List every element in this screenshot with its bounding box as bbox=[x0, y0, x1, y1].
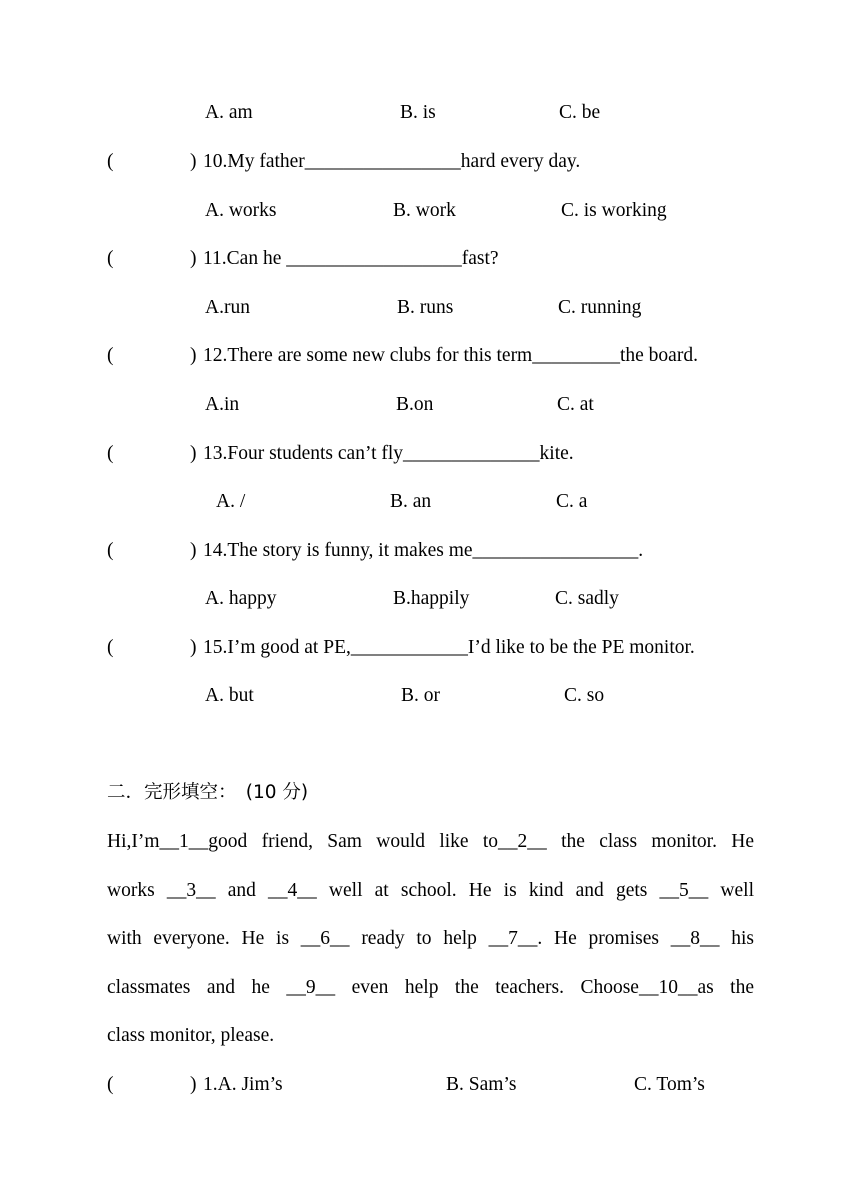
q11-stem: 11.Can he __________________fast? bbox=[203, 248, 499, 269]
passage-line: classmates and he __9__ even help the teachers. Choose__10__as the bbox=[107, 976, 754, 998]
q9-option-c: C. be bbox=[559, 102, 601, 123]
q10-option-a: A. works bbox=[205, 200, 277, 221]
q13-close-paren: ) bbox=[190, 443, 197, 464]
q14-option-a: A. happy bbox=[205, 588, 277, 609]
cloze-q1-option-b: B. Sam’s bbox=[446, 1074, 517, 1095]
q12-open-paren: ( bbox=[107, 345, 114, 366]
q11-close-paren: ) bbox=[190, 248, 197, 269]
q15-option-c: C. so bbox=[564, 685, 605, 706]
q11-option-a: A.run bbox=[205, 297, 250, 318]
q14-option-c: C. sadly bbox=[555, 588, 619, 609]
q13-option-b: B. an bbox=[390, 491, 432, 512]
q15-close-paren: ) bbox=[190, 637, 197, 658]
cloze-q1-open-paren: ( bbox=[107, 1074, 114, 1095]
q14-open-paren: ( bbox=[107, 540, 114, 561]
q12-option-c: C. at bbox=[557, 394, 594, 415]
q13-option-c: C. a bbox=[556, 491, 588, 512]
q12-stem: 12.There are some new clubs for this term_________the board. bbox=[203, 345, 698, 366]
passage-line: Hi,I’m__1__good friend, Sam would like to__2__ the class monitor. He bbox=[107, 831, 754, 852]
q12-option-a: A.in bbox=[205, 394, 240, 415]
q15-open-paren: ( bbox=[107, 637, 114, 658]
q11-option-b: B. runs bbox=[397, 297, 454, 318]
cloze-q1-option-c: C. Tom’s bbox=[634, 1074, 705, 1095]
q10-option-c: C. is working bbox=[561, 200, 667, 221]
q11-open-paren: ( bbox=[107, 248, 114, 269]
q10-stem: 10.My father________________hard every day. bbox=[203, 151, 581, 172]
section-heading: 二．完形填空： (10 分) bbox=[107, 782, 309, 803]
passage-line: with everyone. He is __6__ ready to help __7__. He promises __8__ his bbox=[107, 928, 754, 950]
q14-option-b: B.happily bbox=[393, 588, 470, 609]
q13-open-paren: ( bbox=[107, 443, 114, 464]
cloze-q1-stem: 1.A. Jim’s bbox=[203, 1074, 283, 1095]
q12-close-paren: ) bbox=[190, 345, 197, 366]
q13-option-a: A. / bbox=[216, 491, 246, 512]
passage-line: works __3__ and __4__ well at school. He is kind and gets __5__ well bbox=[107, 879, 754, 901]
q11-option-c: C. running bbox=[558, 297, 642, 318]
cloze-q1-close-paren: ) bbox=[190, 1074, 197, 1095]
q15-option-a: A. but bbox=[205, 685, 254, 706]
q9-option-a: A. am bbox=[205, 102, 253, 123]
q13-stem: 13.Four students can’t fly______________kite. bbox=[203, 443, 574, 464]
q15-stem: 15.I’m good at PE,____________I’d like to be the PE monitor. bbox=[203, 637, 695, 658]
q10-close-paren: ) bbox=[190, 151, 197, 172]
passage-line: class monitor, please. bbox=[107, 1025, 275, 1047]
q12-option-b: B.on bbox=[396, 394, 434, 415]
q15-option-b: B. or bbox=[401, 685, 440, 706]
q14-stem: 14.The story is funny, it makes me_________________. bbox=[203, 540, 644, 561]
cloze-passage bbox=[107, 818, 754, 1061]
q10-open-paren: ( bbox=[107, 151, 114, 172]
q14-close-paren: ) bbox=[190, 540, 197, 561]
q10-option-b: B. work bbox=[393, 200, 456, 221]
q9-option-b: B. is bbox=[400, 102, 436, 123]
